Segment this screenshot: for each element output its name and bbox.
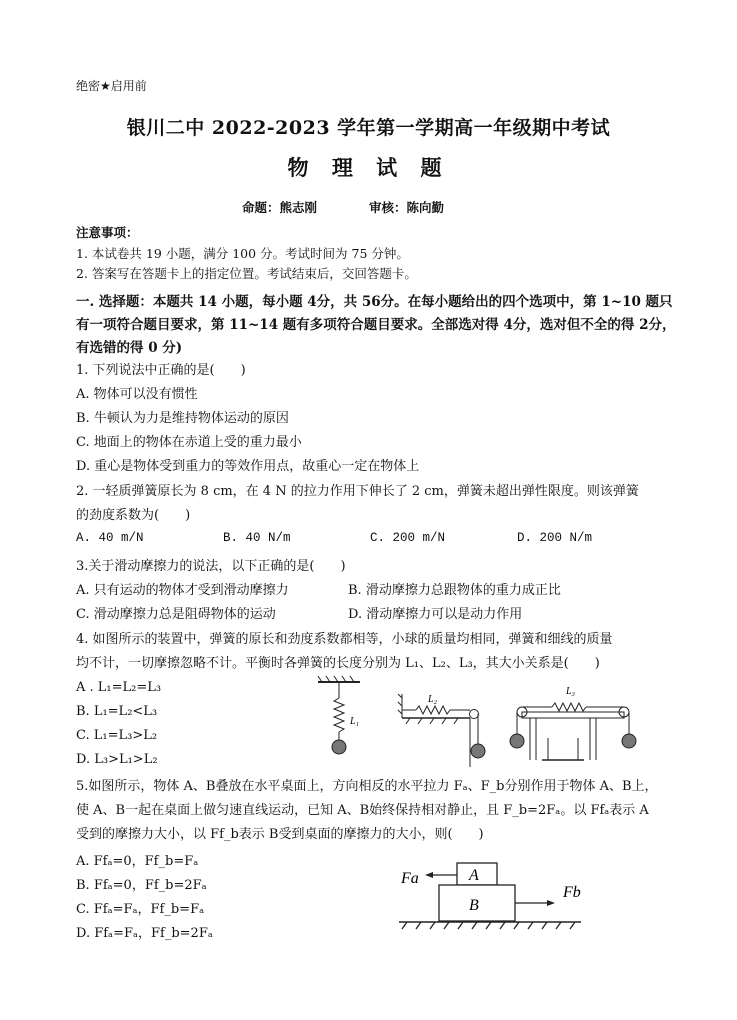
q5-blocks-figure	[395, 855, 595, 945]
q2-stem-line2: 的劲度系数为( )	[76, 508, 191, 523]
q4-stem-line2: 均不计，一切摩擦忽略不计。平衡时各弹簧的长度分别为 L₁、L₂、L₃，其大小关系是( )	[76, 656, 600, 671]
q5-option-a: A. Ffₐ=0，Ff_b=Fₐ	[76, 854, 199, 869]
q4-option-c: C. L₁=L₃>L₂	[76, 728, 158, 743]
q4-option-d: D. L₃>L₁>L₂	[76, 752, 158, 767]
q5-option-d: D. Ffₐ=Fₐ，Ff_b=2Fₐ	[76, 926, 213, 941]
proposer: 命题：熊志刚	[242, 200, 318, 215]
authors-line	[242, 198, 444, 216]
q1-stem: 1. 下列说法中正确的是( )	[76, 363, 246, 378]
q2-options	[76, 531, 666, 545]
q2-option-c: C. 200 m/N	[370, 531, 446, 545]
notice-item: 2. 答案写在答题卡上的指定位置。考试结束后，交回答题卡。	[76, 266, 417, 281]
spring-device-2	[398, 694, 485, 767]
q2-option-b: B. 40 N/m	[223, 531, 291, 545]
q2-option-a: A. 40 m/N	[76, 531, 144, 545]
q3-stem: 3.关于滑动摩擦力的说法，以下正确的是( )	[76, 559, 346, 574]
q3-option-a: A. 只有运动的物体才受到滑动摩擦力	[76, 583, 289, 598]
label-a: A	[469, 867, 479, 884]
q1-option-a: A. 物体可以没有惯性	[76, 387, 198, 402]
q4-label-l3: L₃	[566, 686, 576, 697]
q4-label-l2: L₂	[428, 694, 438, 705]
label-b: B	[469, 897, 479, 914]
q4-option-b: B. L₁=L₂<L₃	[76, 704, 158, 719]
q4-stem-line1: 4. 如图所示的装置中，弹簧的原长和劲度系数都相等，小球的质量均相同，弹簧和细线的质量	[76, 632, 613, 647]
q2-option-d: D. 200 N/m	[517, 531, 593, 545]
q1-option-d: D. 重心是物体受到重力的等效作用点，故重心一定在物体上	[76, 459, 420, 474]
q5-stem-line1: 5.如图所示，物体 A、B叠放在水平桌面上，方向相反的水平拉力 Fₐ、F_b分别作用于物体 A、B上，	[76, 779, 658, 794]
q1-option-b: B. 牛顿认为力是维持物体运动的原因	[76, 411, 289, 426]
q5-option-b: B. Ffₐ=0，Ff_b=2Fₐ	[76, 878, 207, 893]
notice-heading: 注意事项：	[76, 225, 139, 240]
reviewer: 审核：陈向勤	[369, 200, 445, 215]
spring-device-1	[318, 676, 360, 754]
q1-option-c: C. 地面上的物体在赤道上受的重力最小	[76, 435, 302, 450]
label-fb: Fb	[563, 884, 581, 901]
q5-option-c: C. Ffₐ=Fₐ，Ff_b=Fₐ	[76, 902, 205, 917]
q4-label-l1: L₁	[350, 716, 360, 727]
label-fa: Fa	[401, 870, 419, 887]
confidential-mark: 绝密★启用前	[76, 79, 147, 93]
q2-stem-line1: 2. 一轻质弹簧原长为 8 cm，在 4 N 的拉力作用下伸长了 2 cm，弹簧未超出弹性限度。则该弹簧	[76, 484, 639, 499]
notice-item: 1. 本试卷共 19 小题，满分 100 分。考试时间为 75 分钟。	[76, 246, 409, 261]
q5-stem-line3: 受到的摩擦力大小，以 Ff_b表示 B受到桌面的摩擦力的大小，则( )	[76, 827, 484, 842]
q3-options-row2	[76, 603, 620, 622]
subject-title: 物 理 试 题	[287, 155, 450, 180]
q4-option-a: A . L₁=L₂=L₃	[76, 680, 162, 695]
section-instructions: 一. 选择题：本题共 14 小题，每小题 4分，共 56分。在每小题给出的四个选项中，第 1~10 题只有一项符合题目要求，第 11~14 题有多项符合题目要求。全部选对得 4分，选对但不全的得 2分，有选错的得 0 分)	[76, 294, 676, 356]
q5-stem-line2: 使 A、B一起在桌面上做匀速直线运动，已知 A、B始终保持相对静止，且 F_b=2Fₐ。以 Ffₐ表示 A	[76, 803, 649, 818]
q3-option-b: B. 滑动摩擦力总跟物体的重力成正比	[348, 583, 561, 598]
exam-title: 银川二中 2022-2023 学年第一学期高一年级期中考试	[126, 117, 611, 139]
q3-option-c: C. 滑动摩擦力总是阻碍物体的运动	[76, 607, 276, 622]
q3-options-row1	[76, 579, 620, 598]
q3-option-d: D. 滑动摩擦力可以是动力作用	[348, 607, 523, 622]
q4-spring-figure	[310, 672, 650, 772]
spring-device-3	[510, 703, 636, 760]
